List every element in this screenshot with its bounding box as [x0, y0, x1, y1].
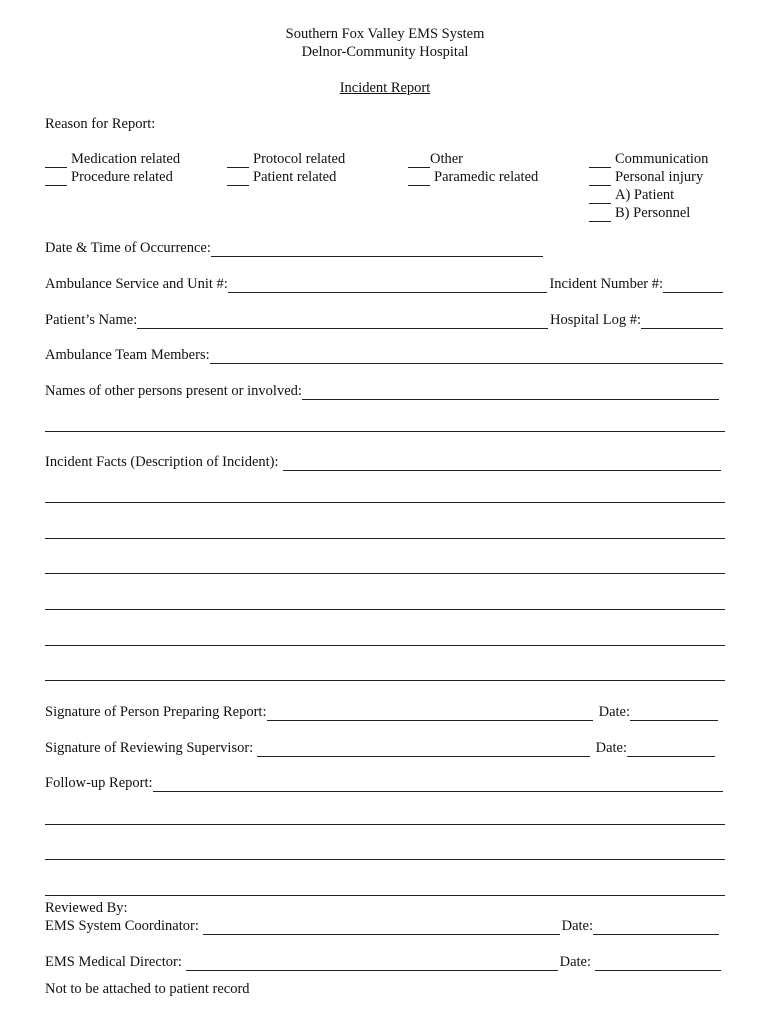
incident-facts-line[interactable] [45, 573, 725, 574]
hospital-log-field[interactable] [641, 315, 723, 329]
checkbox-label: Protocol related [253, 151, 346, 167]
reviewed-by-label: Reviewed By: [45, 900, 128, 916]
medical-director-field[interactable] [186, 957, 558, 971]
patient-name-label: Patient’s Name: [45, 312, 138, 328]
footer-note: Not to be attached to patient record [45, 981, 250, 997]
coordinator-label: EMS System Coordinator: [45, 918, 199, 934]
date-time-label: Date & Time of Occurrence: [45, 240, 211, 256]
incident-facts-line[interactable] [45, 645, 725, 646]
sig-supervisor-row [45, 739, 717, 757]
checkbox-label: B) Personnel [615, 205, 691, 221]
checkbox-paramedic[interactable] [408, 168, 538, 186]
incident-facts-field[interactable] [283, 457, 721, 471]
check-blank[interactable] [589, 209, 611, 222]
date-label: Date: [559, 954, 591, 970]
sig-supervisor-date-field[interactable] [627, 743, 715, 757]
checkbox-label: A) Patient [615, 187, 675, 203]
checkbox-label: Procedure related [71, 169, 173, 185]
incident-facts-line[interactable] [45, 502, 725, 503]
incident-facts-line[interactable] [45, 609, 725, 610]
incident-number-label: Incident Number #: [549, 276, 663, 292]
checkbox-communication[interactable] [589, 150, 708, 168]
follow-up-field[interactable] [153, 778, 723, 792]
checkbox-label: Medication related [71, 151, 181, 167]
check-blank[interactable] [45, 173, 67, 186]
coordinator-row [45, 917, 721, 935]
check-blank[interactable] [408, 155, 430, 168]
sig-preparer-row [45, 703, 720, 721]
check-blank[interactable] [589, 173, 611, 186]
follow-up-row [45, 774, 725, 792]
checkbox-label: Personal injury [615, 169, 704, 185]
check-blank[interactable] [227, 155, 249, 168]
team-members-label: Ambulance Team Members: [45, 347, 210, 363]
follow-up-line[interactable] [45, 859, 725, 860]
sig-supervisor-label: Signature of Reviewing Supervisor: [45, 740, 254, 756]
sig-preparer-field[interactable] [267, 707, 593, 721]
checkbox-other[interactable] [408, 150, 463, 168]
coordinator-field[interactable] [203, 921, 560, 935]
incident-facts-row [45, 453, 723, 471]
checkbox-medication[interactable] [45, 150, 180, 168]
ambulance-row [45, 275, 725, 293]
other-persons-row [45, 382, 721, 400]
follow-up-label: Follow-up Report: [45, 775, 153, 791]
ambulance-unit-field[interactable] [228, 279, 548, 293]
incident-number-field[interactable] [663, 279, 723, 293]
medical-director-label: EMS Medical Director: [45, 954, 182, 970]
other-persons-line[interactable] [45, 431, 725, 432]
sig-preparer-label: Signature of Person Preparing Report: [45, 704, 267, 720]
team-members-field[interactable] [210, 350, 723, 364]
other-persons-field[interactable] [302, 386, 719, 400]
checkbox-injury-personnel[interactable] [589, 204, 690, 222]
checkbox-label: Other [430, 151, 464, 167]
hospital-log-label: Hospital Log #: [549, 312, 641, 328]
checkbox-protocol[interactable] [227, 150, 345, 168]
checkbox-label: Patient related [253, 169, 337, 185]
check-blank[interactable] [227, 173, 249, 186]
follow-up-line[interactable] [45, 824, 725, 825]
patient-row [45, 311, 725, 329]
date-label: Date: [561, 918, 593, 934]
date-time-field[interactable] [211, 243, 543, 257]
checkbox-label: Paramedic related [434, 169, 539, 185]
coordinator-date-field[interactable] [593, 921, 719, 935]
date-label: Date: [595, 740, 627, 756]
patient-name-field[interactable] [137, 315, 548, 329]
date-time-row [45, 239, 545, 257]
check-blank[interactable] [589, 155, 611, 168]
incident-facts-line[interactable] [45, 538, 725, 539]
title-wrap [0, 79, 770, 97]
medical-director-date-field[interactable] [595, 957, 721, 971]
follow-up-line[interactable] [45, 895, 725, 896]
checkbox-injury-patient[interactable] [589, 186, 674, 204]
other-persons-label: Names of other persons present or involved: [45, 383, 302, 399]
ambulance-unit-label: Ambulance Service and Unit #: [45, 276, 228, 292]
organization-name: Southern Fox Valley EMS System [285, 26, 485, 42]
checkbox-procedure[interactable] [45, 168, 173, 186]
reason-heading: Reason for Report: [45, 116, 156, 132]
checkbox-label: Communication [615, 151, 709, 167]
checkbox-patient[interactable] [227, 168, 336, 186]
medical-director-row [45, 953, 723, 971]
checkbox-personal-injury[interactable] [589, 168, 703, 186]
check-blank[interactable] [408, 173, 430, 186]
check-blank[interactable] [589, 191, 611, 204]
incident-facts-line[interactable] [45, 680, 725, 681]
sig-preparer-date-field[interactable] [630, 707, 718, 721]
report-title: Incident Report [339, 80, 431, 96]
check-blank[interactable] [45, 155, 67, 168]
hospital-name: Delnor-Community Hospital [301, 44, 469, 60]
team-row [45, 346, 725, 364]
sig-supervisor-field[interactable] [257, 743, 589, 757]
incident-facts-label: Incident Facts (Description of Incident): [45, 454, 279, 470]
date-label: Date: [598, 704, 630, 720]
